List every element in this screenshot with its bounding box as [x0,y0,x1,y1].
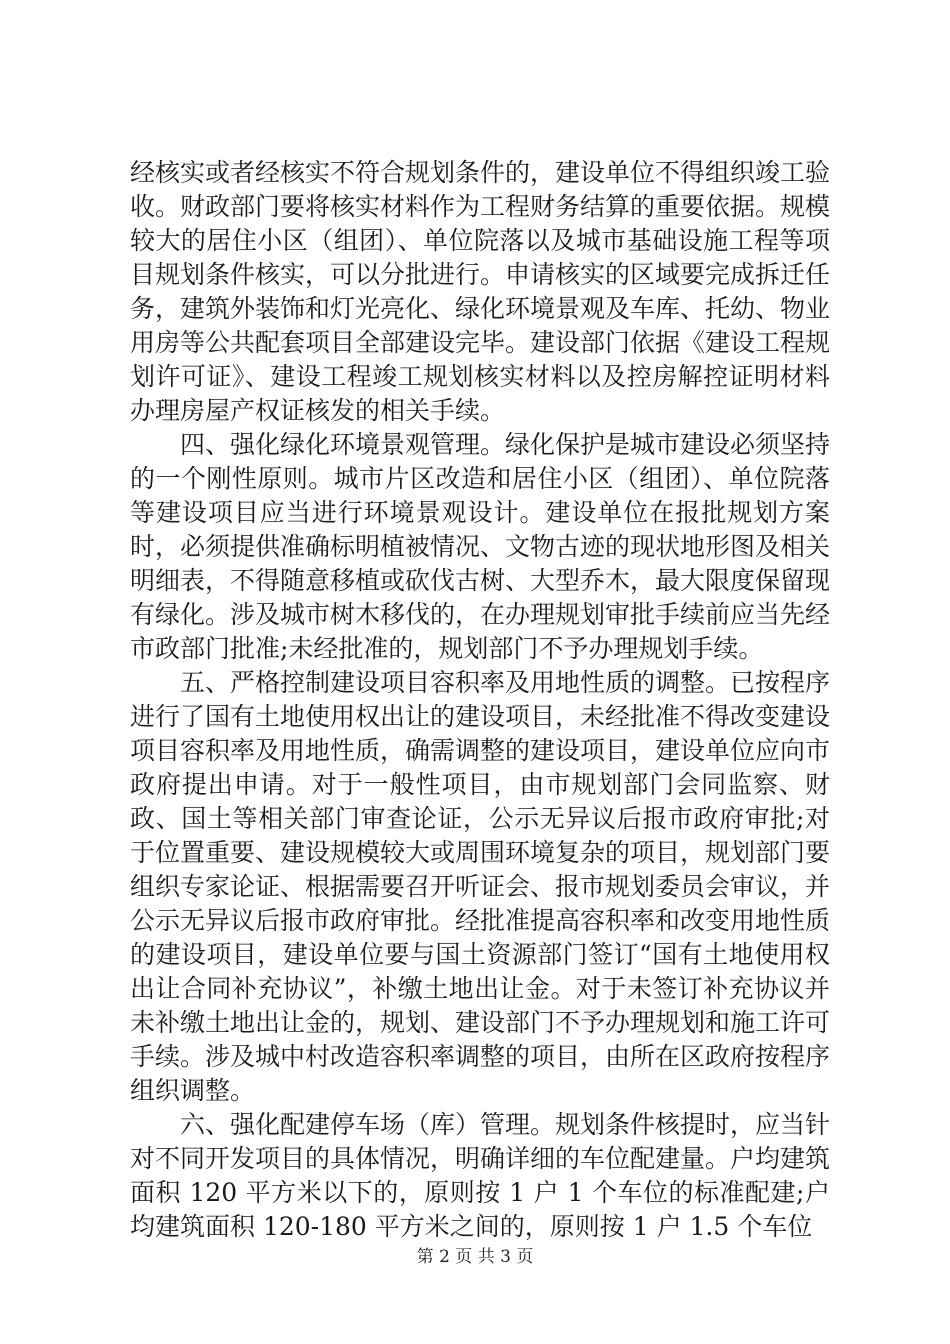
paragraph-continuation: 经核实或者经核实不符合规划条件的，建设单位不得组织竣工验收。财政部门要将核实材料作为工程财务结算的重要依据。规模较大的居住小区（组团）、单位院落以及城市基础设施工程等项目规划条件核实，可以分批进行。申请核实的区域要完成拆迁任务，建筑外装饰和灯光亮化、绿化环境景观及车库、托幼、物业用房等公共配套项目全部建设完毕。建设部门依据《建设工程规划许可证》、建设工程竣工规划核实材料以及控房解控证明材料办理房屋产权证核发的相关手续。 [130,158,831,425]
document-body [130,156,830,1244]
paragraph-section-4: 四、强化绿化环境景观管理。绿化保护是城市建设必须坚持的一个刚性原则。城市片区改造和居住小区（组团）、单位院落等建设项目应当进行环境景观设计。建设单位在报批规划方案时，必须提供准确标明植被情况、文物古迹的现状地形图及相关明细表，不得随意移植或砍伐古树、大型乔木，最大限度保留现有绿化。涉及城市树木移伐的，在办理规划审批手续前应当先经市政部门批准;未经批准的，规划部门不予办理规划手续。 [130,430,831,663]
page-footer: 第 2 页 共 3 页 [416,1247,534,1267]
paragraph-section-6: 六、强化配建停车场（库）管理。规划条件核提时，应当针对不同开发项目的具体情况，明确详细的车位配建量。户均建筑面积 120 平方米以下的，原则按 1 户 1 个车位的标准配建;户均建筑面积 120-180 平方米之间的，原则按 1 户 1.5 个车位 [130,1110,831,1241]
paragraph-section-5: 五、严格控制建设项目容积率及用地性质的调整。已按程序进行了国有土地使用权出让的建设项目，未经批准不得改变建设项目容积率及用地性质，确需调整的建设项目，建设单位应向市政府提出申请。对于一般性项目，由市规划部门会同监察、财政、国土等相关部门审查论证，公示无异议后报市政府审批;对于位置重要、建设规模较大或周围环境复杂的项目，规划部门要组织专家论证、根据需要召开听证会、报市规划委员会审议，并公示无异议后报市政府审批。经批准提高容积率和改变用地性质的建设项目，建设单位要与国土资源部门签订“国有土地使用权出让合同补充协议”，补缴土地出让金。对于未签订补充协议并未补缴土地出让金的，规划、建设部门不予办理规划和施工许可手续。涉及城中村改造容积率调整的项目，由所在区政府按程序组织调整。 [130,668,831,1105]
